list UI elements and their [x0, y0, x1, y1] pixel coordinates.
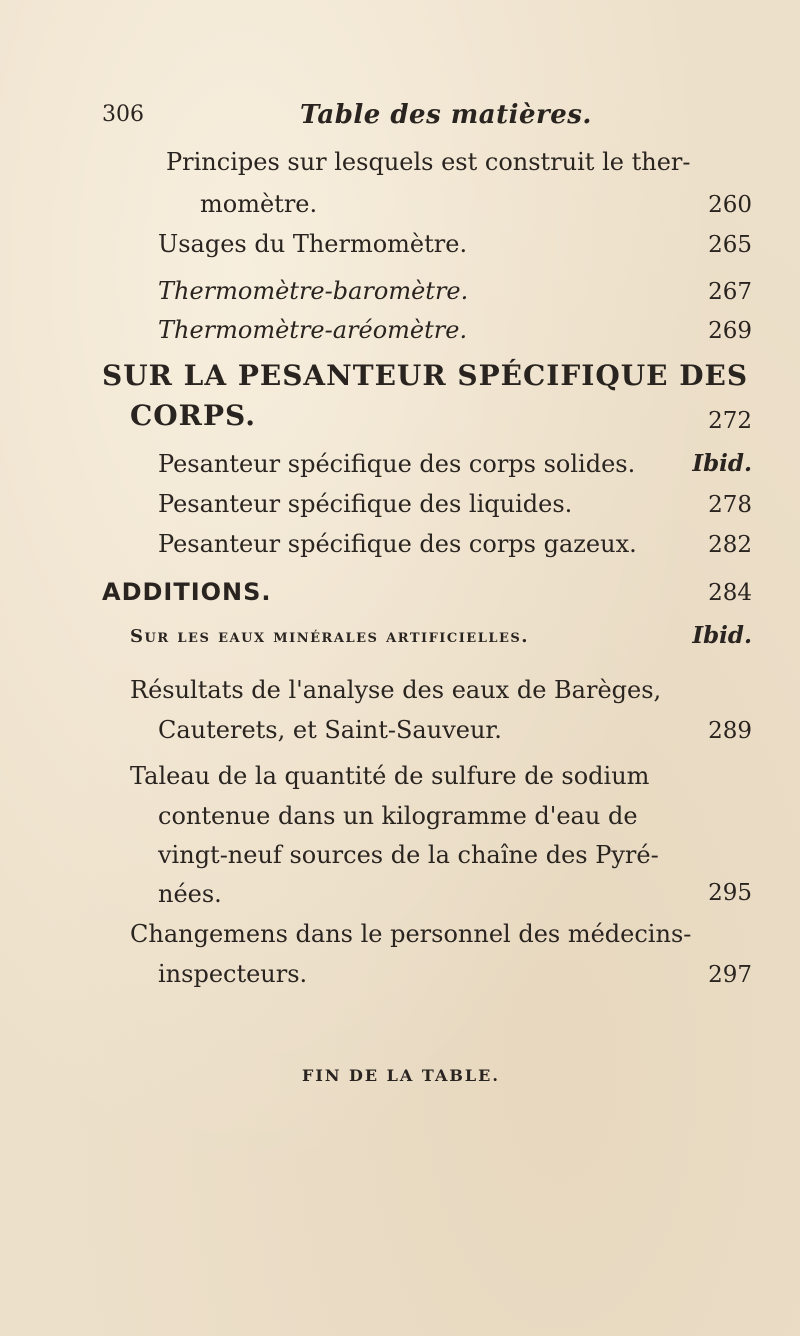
- toc-page-number: 267: [708, 279, 752, 305]
- toc-section-heading: SUR LA PESANTEUR SPÉCIFIQUE DES: [102, 359, 749, 392]
- toc-entry-line: Usages du Thermomètre.: [158, 230, 468, 258]
- toc-page-number: Ibid.: [692, 450, 752, 477]
- toc-entry-line: nées.: [158, 880, 222, 908]
- toc-page-number: Ibid.: [692, 622, 752, 649]
- toc-entry-line: momètre.: [200, 190, 318, 218]
- toc-entry-line: Principes sur lesquels est construit le ther-: [166, 148, 691, 176]
- toc-entry-line: Pesanteur spécifique des liquides.: [158, 490, 573, 518]
- toc-section-heading: CORPS.: [130, 399, 256, 432]
- page-number: 306: [102, 102, 144, 127]
- toc-page-number: 282: [708, 532, 752, 558]
- toc-page-number: 272: [708, 408, 752, 434]
- toc-entry-line: Résultats de l'analyse des eaux de Barèges,: [130, 676, 662, 704]
- toc-page-number: 269: [708, 318, 752, 344]
- toc-entry-line: Thermomètre-aréomètre.: [158, 316, 468, 344]
- toc-entry-line: Pesanteur spécifique des corps solides.: [158, 450, 636, 478]
- end-of-table: FIN DE LA TABLE.: [302, 1066, 500, 1085]
- toc-page-number: 260: [708, 192, 752, 218]
- toc-page-number: 295: [708, 880, 752, 906]
- toc-page-number: 284: [708, 580, 752, 606]
- toc-page-number: 265: [708, 232, 752, 258]
- toc-entry-line: inspecteurs.: [158, 960, 308, 988]
- toc-additions-heading: ADDITIONS.: [102, 578, 272, 606]
- toc-entry-line: Taleau de la quantité de sulfure de sodium: [130, 762, 650, 790]
- running-title: Table des matières.: [300, 100, 592, 130]
- toc-page-number: 297: [708, 962, 752, 988]
- toc-entry-line: Thermomètre-baromètre.: [158, 277, 469, 305]
- toc-entry-line: Cauterets, et Saint-Sauveur.: [158, 716, 502, 744]
- toc-entry-line: vingt-neuf sources de la chaîne des Pyré-: [158, 841, 659, 869]
- toc-page-number: 278: [708, 492, 752, 518]
- toc-entry-line: Changemens dans le personnel des médecins-: [130, 920, 692, 948]
- toc-page-number: 289: [708, 718, 752, 744]
- toc-entry-line: Sur les eaux minérales artificielles.: [130, 626, 530, 647]
- toc-entry-line: Pesanteur spécifique des corps gazeux.: [158, 530, 637, 558]
- toc-entry-line: contenue dans un kilogramme d'eau de: [158, 802, 638, 830]
